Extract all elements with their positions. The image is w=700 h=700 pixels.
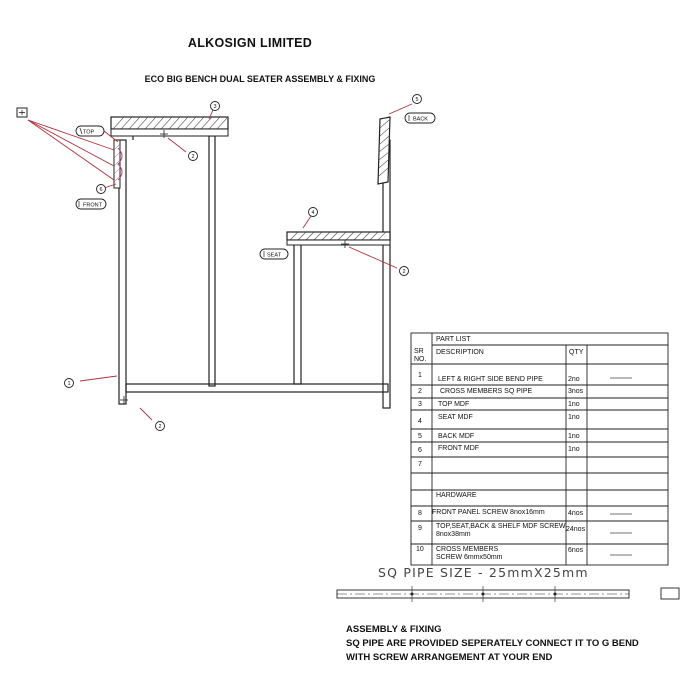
notes-line-1: SQ PIPE ARE PROVIDED SEPERATELY CONNECT IT TO G BEND [346,638,639,649]
sq-pipe-size-label: SQ PIPE SIZE - 25mmX25mm [378,565,589,580]
tag-top-label: TOP [83,129,95,136]
row-sr: 1 [418,372,422,379]
row-qty: 1no [568,414,580,421]
col-header-sr: SR NO. [414,348,427,363]
row-description: BACK MDF [438,433,475,440]
hardware-row-description: CROSS MEMBERS SCREW 6mmx50mm [436,546,503,561]
sq-pipe-section [337,586,679,602]
hardware-row-sr: 9 [418,525,422,532]
col-header-qty: QTY [569,349,584,356]
hardware-row-description: FRONT PANEL SCREW 8nox16mm [432,509,545,516]
tag-back-label: BACK [413,116,428,123]
balloon-text-6: 6 [99,187,103,193]
col-header-description: DESCRIPTION [436,349,484,356]
tag-front-label: FRONT [83,202,102,209]
row-description: FRONT MDF [438,445,480,452]
notes-line-2: WITH SCREW ARRANGEMENT AT YOUR END [346,652,553,663]
part-list-caption: PART LIST [436,336,471,343]
balloon-text-2b: 2 [402,269,406,275]
seat-mdf [287,232,390,245]
front-mdf-panel [114,140,122,188]
bottom-cross-member [126,384,388,392]
qty-dashes [610,378,632,555]
seat-frame [294,140,390,408]
balloon-text-4: 4 [311,210,315,216]
leader-lines [28,104,412,420]
balloon-text-3: 3 [213,104,217,110]
tag-seat-label: SEAT [267,252,281,259]
balloon-text-2c: 2 [158,424,162,430]
row-qty: 3nos [568,388,584,395]
company-name: ALKOSIGN LIMITED [187,36,313,50]
row-sr: 5 [418,433,422,440]
hardware-row-description: TOP,SEAT,BACK & SHELF MDF SCREW 8nox38mm [436,523,566,538]
hardware-row-sr: 10 [416,546,424,553]
row-sr: 3 [418,401,422,408]
notes-heading: ASSEMBLY & FIXING [346,624,442,635]
seat-front-pipe [294,244,301,384]
row-sr: 4 [418,418,422,425]
row-qty: 1no [568,433,580,440]
row-sr: 2 [418,388,422,395]
desk-frame [119,136,388,404]
drawing-title: ECO BIG BENCH DUAL SEATER ASSEMBLY & FIXING [144,74,376,84]
row-description: SEAT MDF [438,414,473,421]
row-description: CROSS MEMBERS SQ PIPE [440,388,533,395]
hardware-label: HARDWARE [436,492,477,499]
row-sr: 7 [418,461,422,468]
row-description: TOP MDF [438,401,470,408]
row-qty: 1no [568,401,580,408]
row-description: LEFT & RIGHT SIDE BEND PIPE [438,376,543,383]
balloon-text-1: 1 [67,381,71,387]
row-sr: 6 [418,447,422,454]
balloon-text-2a: 2 [191,154,195,160]
balloon-text-5: 5 [415,97,419,103]
desk-rear-pipe [209,136,215,386]
back-mdf [378,117,390,184]
desk-top-mdf [111,117,228,136]
row-qty: 1no [568,446,580,453]
pipe-cross-section [661,588,679,599]
hardware-row-qty: 6nos [568,547,584,554]
row-qty: 2no [568,376,580,383]
screw-marks [120,130,349,404]
hardware-row-qty: 24nos [566,526,586,533]
hardware-row-qty: 4nos [568,510,584,517]
hardware-row-sr: 8 [418,510,422,517]
